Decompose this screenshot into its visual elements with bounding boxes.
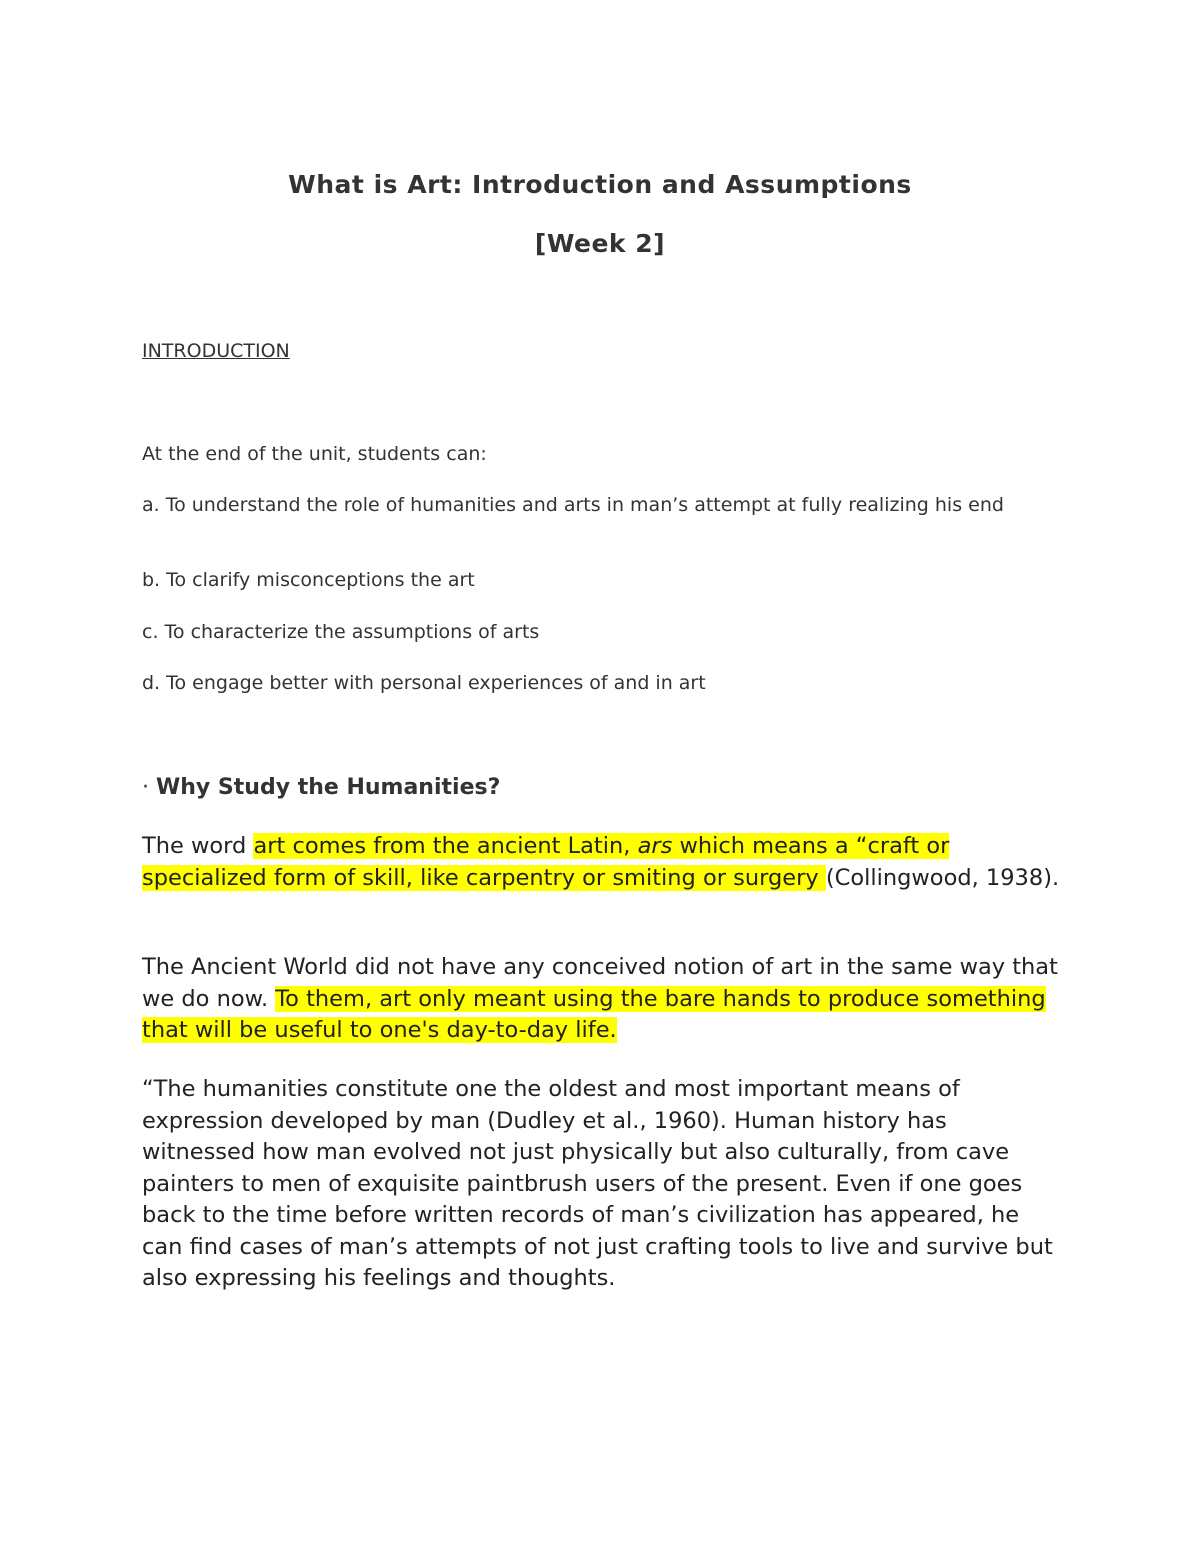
objective-item-c: c. To characterize the assumptions of arts bbox=[142, 621, 540, 643]
objectives-lead: At the end of the unit, students can: bbox=[142, 443, 487, 465]
objective-item-d: d. To engage better with personal experiences of and in art bbox=[142, 672, 706, 694]
section-heading-introduction: INTRODUCTION bbox=[142, 340, 290, 362]
subheading-text: Why Study the Humanities? bbox=[156, 775, 501, 800]
paragraph-humanities: “The humanities constitute one the oldest and most important means of expression developed by man (Dudley et al., 1960). Human history has witnessed how man evolved not just physically but also culturally, from cave painters to men of exquisite paintbrush users of the present. Even if one goes back to the time before written records of man’s civilization has appeared, he can find cases of man’s attempts of not just crafting tools to live and survive but also expressing his feelings and thoughts. bbox=[142, 1076, 1053, 1291]
paragraph-art-origin bbox=[142, 831, 1062, 894]
citation: (Collingwood, 1938). bbox=[825, 864, 1060, 891]
bullet: · bbox=[142, 775, 149, 800]
paragraph-text: The word bbox=[142, 833, 254, 859]
highlighted-text: To them, art only meant using the bare hands to produce something that will be useful to one's day-to-day life. bbox=[142, 985, 1046, 1043]
objective-item-a: a. To understand the role of humanities and arts in man’s attempt at fully realizing his end bbox=[142, 494, 1004, 516]
subheading-why-study bbox=[142, 775, 500, 800]
highlighted-italic-term: ars bbox=[637, 833, 673, 859]
week-label: [Week 2] bbox=[534, 229, 666, 258]
document-title: What is Art: Introduction and Assumptions bbox=[288, 170, 912, 199]
paragraph-ancient-world bbox=[142, 952, 1062, 1047]
highlighted-text: which means a “craft or specialized form of skill, like carpentry or smiting or surgery bbox=[142, 833, 950, 891]
paragraph-text: The Ancient World did not have any conceived notion of art in the same way that we do now. bbox=[142, 954, 1058, 1012]
highlighted-text: art comes from the ancient Latin, bbox=[253, 833, 638, 859]
objective-item-b: b. To clarify misconceptions the art bbox=[142, 569, 475, 591]
